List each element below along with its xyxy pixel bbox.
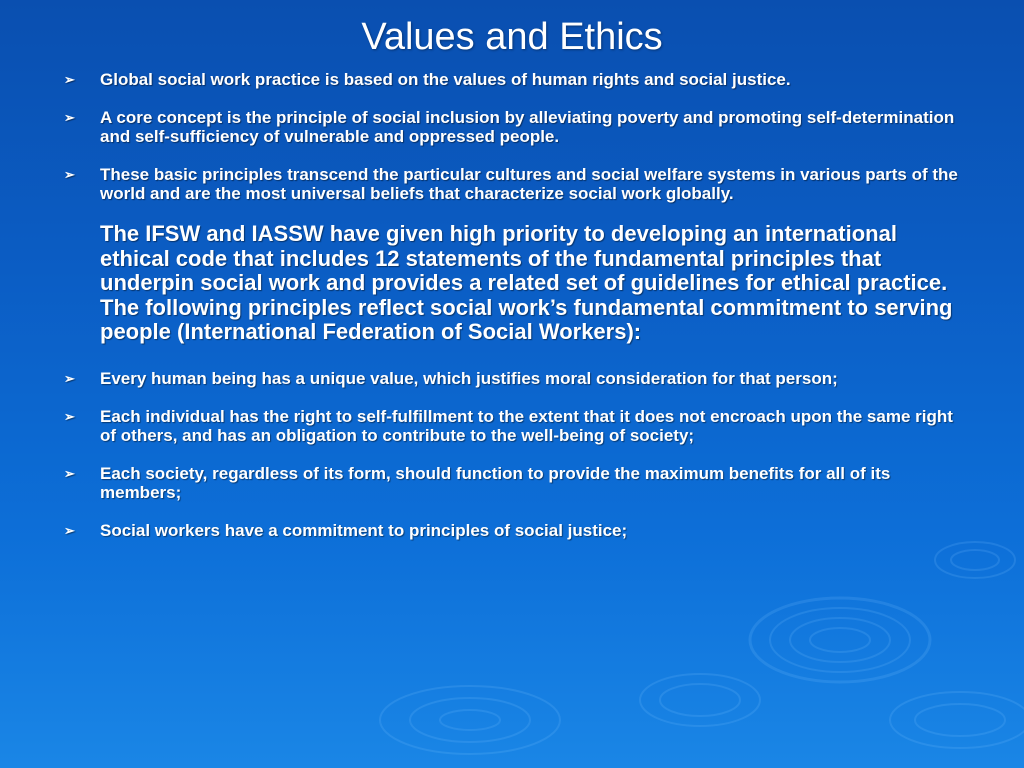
arrow-bullet-icon: ➢ xyxy=(64,408,75,424)
bullet-item xyxy=(62,369,972,388)
arrow-bullet-icon: ➢ xyxy=(64,370,75,386)
arrow-bullet-icon: ➢ xyxy=(64,167,75,182)
arrow-bullet-icon: ➢ xyxy=(64,72,75,87)
arrow-bullet-icon: ➢ xyxy=(64,465,75,481)
bullet-text: Social workers have a commitment to principles of social justice; xyxy=(100,520,628,540)
bullet-text: Global social work practice is based on the values of human rights and social justice. xyxy=(100,70,791,89)
bullet-text: These basic principles transcend the particular cultures and social welfare systems in various parts of the world and are the most universal beliefs that characterize social work globally. xyxy=(100,165,958,203)
ethical-code-paragraph: The IFSW and IASSW have given high priority to developing an international ethical code that includes 12 statements of the fundamental principles that underpin social work and provides a related set of guidelines for ethical practice. The following principles reflect social work’s fundamental commitment to serving people (International Federation of Social Workers): xyxy=(100,221,953,344)
bullet-item xyxy=(62,407,972,445)
arrow-bullet-icon: ➢ xyxy=(64,110,75,125)
bullet-item xyxy=(62,521,972,540)
bullet-text: Every human being has a unique value, which justifies moral consideration for that person; xyxy=(100,368,838,388)
bullet-item xyxy=(62,165,972,203)
slide-title: Values and Ethics xyxy=(361,16,663,58)
bullet-item xyxy=(62,108,972,146)
bullet-text: Each society, regardless of its form, should function to provide the maximum benefits for all of its members; xyxy=(100,463,891,502)
bullet-text: A core concept is the principle of social inclusion by alleviating poverty and promoting self-determination and self-sufficiency of vulnerable and oppressed people. xyxy=(100,108,955,146)
slide-content xyxy=(62,70,972,559)
bullet-item xyxy=(62,70,972,89)
arrow-bullet-icon: ➢ xyxy=(64,522,75,538)
bullet-text: Each individual has the right to self-fulfillment to the extent that it does not encroach upon the same right of others, and has an obligation to contribute to the well-being of society; xyxy=(100,406,953,445)
bullet-item xyxy=(62,464,972,502)
